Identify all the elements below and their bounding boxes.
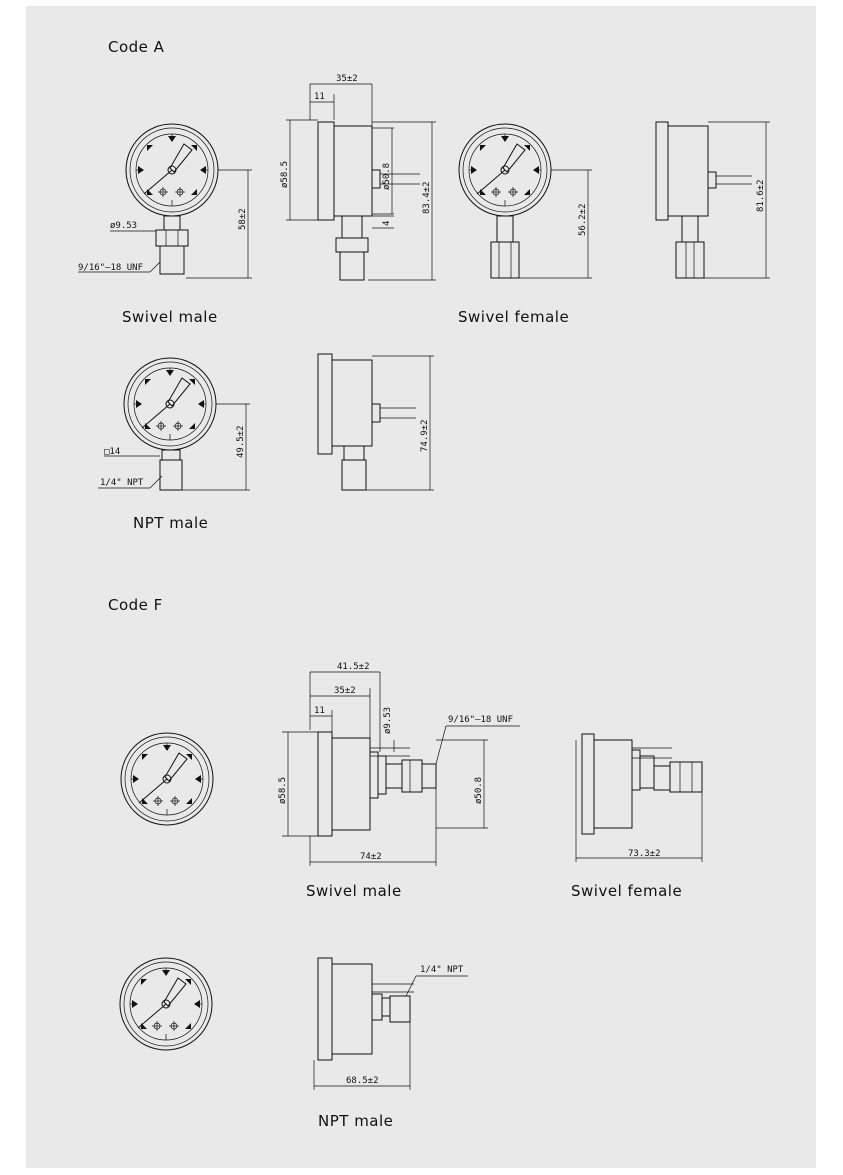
side-view-f-swivel-female xyxy=(576,734,702,862)
front-view-f-npt-male xyxy=(120,958,212,1050)
caption-a-swivel-male: Swivel male xyxy=(122,308,218,326)
dim-a-sm-thread: 9/16"–18 UNF xyxy=(78,263,144,273)
dim-a-bezel: 11 xyxy=(314,92,325,102)
side-view-a-swivel-male xyxy=(286,84,436,280)
dim-a-npt-height: 49.5±2 xyxy=(236,425,246,458)
dim-a-npt-total: 74.9±2 xyxy=(420,419,430,452)
dim-a-sf-height: 56.2±2 xyxy=(578,203,588,236)
dim-f-sf-total: 73.3±2 xyxy=(628,849,661,859)
caption-a-npt-male: NPT male xyxy=(133,514,209,532)
caption-f-npt-male: NPT male xyxy=(318,1112,394,1130)
front-view-f-swivel-male xyxy=(121,733,213,825)
dim-f-dia-outer: ø58.5 xyxy=(278,776,288,804)
caption-f-swivel-female: Swivel female xyxy=(571,882,683,900)
dim-a-sm-stem: ø9.53 xyxy=(110,221,138,231)
front-view-a-npt-male xyxy=(98,358,250,490)
dim-a-dia-inner: ø50.8 xyxy=(382,162,392,190)
caption-a-swivel-female: Swivel female xyxy=(458,308,570,326)
side-view-a-swivel-female xyxy=(656,122,770,278)
dim-f-thread: 9/16"–18 UNF xyxy=(448,715,514,725)
dim-f-depth: 35±2 xyxy=(334,686,356,696)
front-view-a-swivel-male xyxy=(78,124,252,278)
side-view-f-swivel-male xyxy=(282,672,520,866)
section-title-code-a: Code A xyxy=(108,38,165,56)
dim-f-len-total: 41.5±2 xyxy=(337,662,370,672)
section-title-code-f: Code F xyxy=(108,596,163,614)
side-view-f-npt-male xyxy=(314,958,468,1090)
dim-a-npt-thread: 1/4" NPT xyxy=(100,478,144,488)
dim-f-npt-thread: 1/4" NPT xyxy=(420,965,464,975)
dim-f-bezel: 11 xyxy=(314,706,325,716)
dim-f-sm-total: 74±2 xyxy=(360,852,382,862)
dim-f-npt-total: 68.5±2 xyxy=(346,1076,379,1086)
dim-f-stem: ø9.53 xyxy=(383,706,393,734)
dim-f-dia-inner: ø50.8 xyxy=(474,776,484,804)
dim-a-height-total: 83.4±2 xyxy=(422,181,432,214)
side-view-a-npt-male xyxy=(318,354,434,490)
caption-f-swivel-male: Swivel male xyxy=(306,882,402,900)
dim-a-sm-height: 58±2 xyxy=(238,208,248,230)
dim-a-depth: 35±2 xyxy=(336,74,358,84)
dim-a-sf-total: 81.6±2 xyxy=(756,179,766,212)
dim-a-four: 4 xyxy=(382,220,392,226)
front-view-a-swivel-female xyxy=(459,124,592,278)
dim-a-npt-hex: □14 xyxy=(104,447,121,457)
dim-a-dia-outer: ø58.5 xyxy=(280,160,290,188)
